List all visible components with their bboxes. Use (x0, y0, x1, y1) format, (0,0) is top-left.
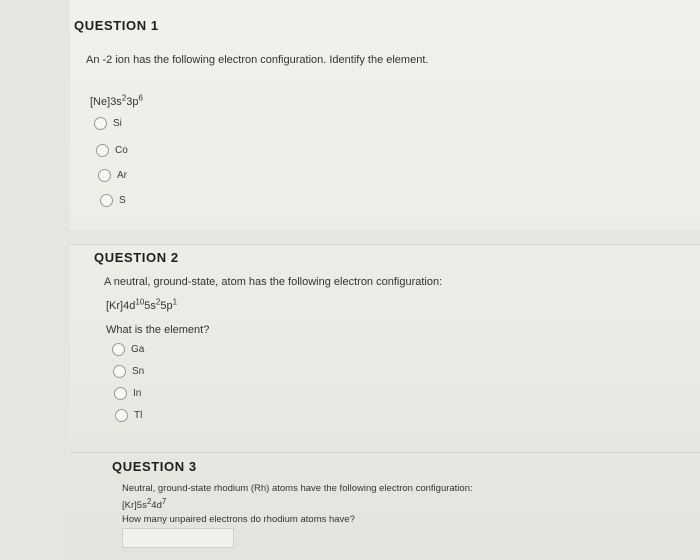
radio-button[interactable] (115, 409, 128, 422)
question-1-option-si[interactable] (94, 117, 122, 130)
radio-button[interactable] (112, 343, 125, 356)
option-label: Tl (134, 410, 143, 421)
config-exponent: 1 (172, 297, 178, 307)
question-2-title: QUESTION 2 (94, 250, 179, 265)
config-exponent: 2 (121, 93, 127, 103)
question-3-answer-input[interactable] (122, 528, 234, 548)
config-orbital: 3s (110, 96, 122, 108)
question-2-followup: What is the element? (106, 324, 210, 336)
question-3-title: QUESTION 3 (112, 459, 197, 474)
config-exponent: 2 (146, 496, 152, 506)
question-2-configuration (106, 297, 178, 312)
radio-button[interactable] (96, 144, 109, 157)
question-3-followup: How many unpaired electrons do rhodium atoms have? (122, 514, 355, 525)
question-divider (70, 244, 700, 245)
config-exponent: 7 (161, 496, 167, 506)
question-1-prompt: An -2 ion has the following electron configuration. Identify the element. (86, 54, 429, 66)
option-label: Ga (131, 344, 145, 355)
config-core: [Kr] (106, 300, 124, 312)
option-label: Sn (132, 366, 145, 377)
question-2-option-ga[interactable] (112, 343, 144, 356)
config-exponent: 2 (155, 297, 161, 307)
config-orbital: 5p (160, 300, 173, 312)
question-1-title: QUESTION 1 (74, 18, 159, 33)
radio-button[interactable] (100, 194, 113, 207)
question-1-option-ar[interactable] (98, 169, 127, 182)
question-2-option-in[interactable] (114, 387, 141, 400)
question-1-option-co[interactable] (96, 144, 128, 157)
option-label: Si (113, 118, 122, 129)
config-core: [Ne] (90, 96, 111, 108)
question-1-option-s[interactable] (100, 194, 126, 207)
question-3-prompt: Neutral, ground-state rhodium (Rh) atoms have the following electron configuration: (122, 483, 473, 494)
config-exponent: 6 (138, 93, 143, 103)
option-label: In (133, 388, 142, 399)
radio-button[interactable] (114, 387, 127, 400)
config-orbital: 4d (123, 300, 136, 312)
question-1-configuration (90, 93, 143, 108)
question-2-option-sn[interactable] (113, 365, 144, 378)
question-divider (70, 452, 700, 453)
option-label: S (119, 195, 126, 206)
question-3-configuration (122, 496, 167, 511)
config-orbital: 5s (136, 500, 147, 511)
question-2-option-tl[interactable] (115, 409, 142, 422)
option-label: Co (115, 145, 128, 156)
radio-button[interactable] (98, 169, 111, 182)
config-exponent: 10 (135, 297, 145, 307)
config-orbital: 3p (126, 96, 139, 108)
radio-button[interactable] (94, 117, 107, 130)
config-core: [Kr] (122, 500, 137, 511)
question-2-prompt: A neutral, ground-state, atom has the following electron configuration: (104, 276, 443, 288)
option-label: Ar (117, 170, 127, 181)
config-orbital: 4d (151, 500, 162, 511)
config-orbital: 5s (144, 300, 156, 312)
left-margin (0, 0, 70, 560)
question-separator (70, 230, 700, 244)
radio-button[interactable] (113, 365, 126, 378)
question-separator (70, 438, 700, 452)
